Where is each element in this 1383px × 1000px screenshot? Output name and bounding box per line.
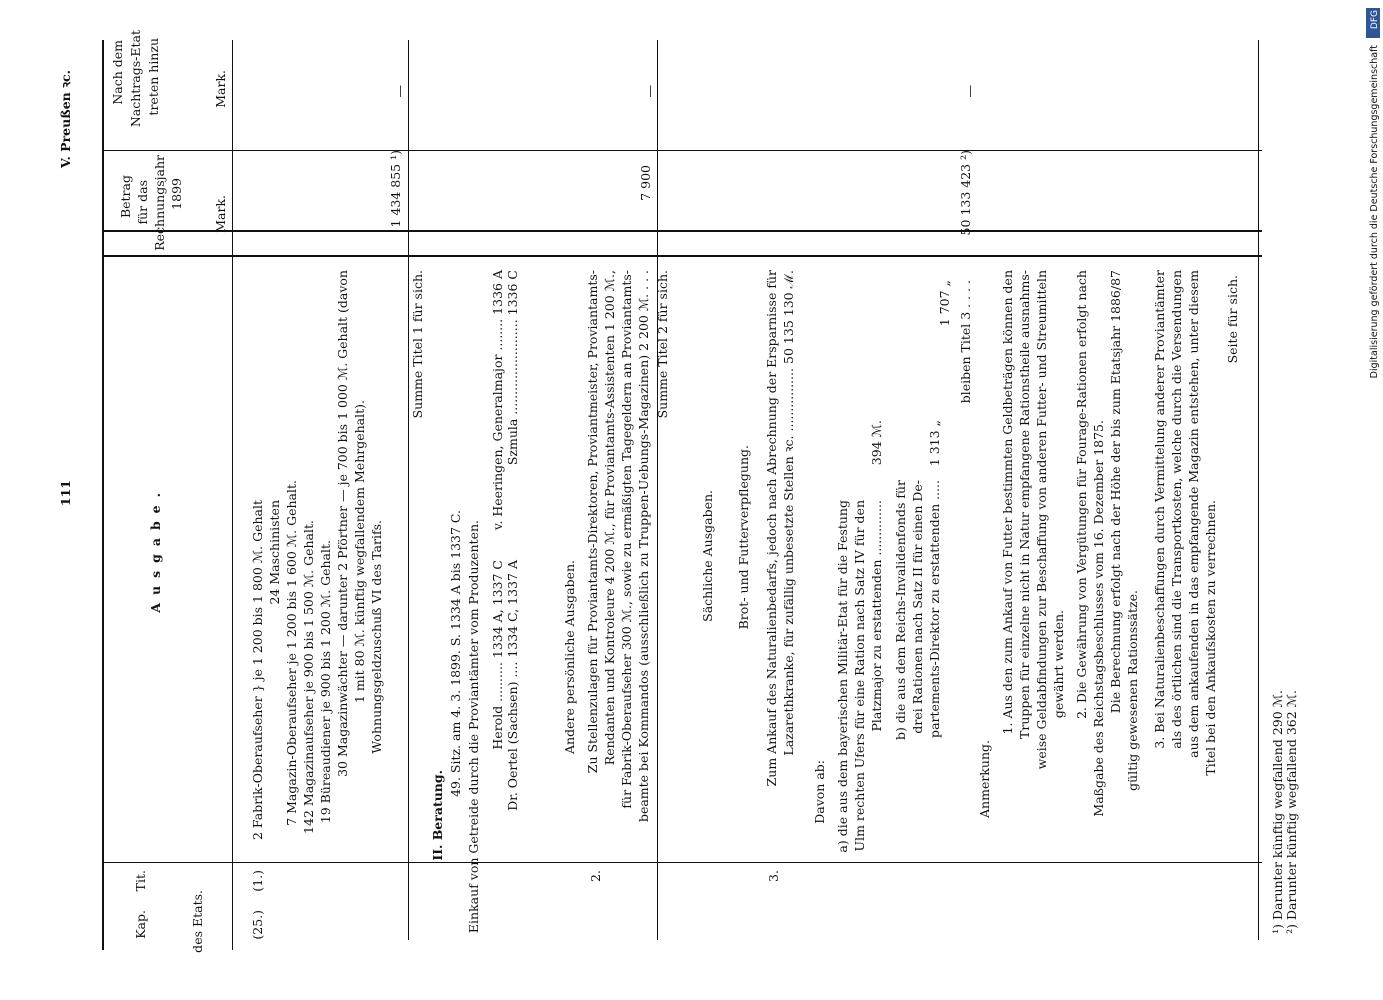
- row1-line-6: 30 Magazinwächter — darunter 2 Pförtner — je 700 bis 1 000 ℳ. Gehalt (davon: [335, 270, 350, 777]
- row3-b-2: drei Rationen nach Satz II für einen De-: [910, 480, 925, 734]
- row3-nachtrag: —: [962, 85, 977, 98]
- row3-note1-3: weise Geldabfindungen zur Beschaffung von anderen Futter- und Streumitteln: [1034, 270, 1049, 770]
- row2-line-4: beamte bei Kommandos (ausschließlich zu Truppen-Uebungs-Magazinen) 2 200 ℳ. . . .: [636, 270, 651, 823]
- row3-heading: Sächliche Ausgaben.: [700, 490, 715, 622]
- row1-line-7: 1 mit 80 ℳ. künftig wegfallendem Mehrgehalt).: [352, 400, 367, 704]
- row2-betrag: 7 900: [638, 165, 653, 201]
- side-label: Digitalisierung gefördert durch die Deutsche Forschungsgemeinschaft: [1369, 45, 1380, 379]
- row1-line-3: 7 Magazin-Oberaufseher je 1 200 bis 1 600 ℳ. Gehalt.: [284, 480, 299, 826]
- row1-speaker-1b: v. Heeringen, Generalmajor ........ 1336 A: [490, 270, 505, 531]
- row3-note2-3: Die Berechnung erfolgt nach der Höhe der bis zum Etatsjahr 1886/87: [1108, 270, 1123, 714]
- row1-line-1: 2 Fabrik-Oberaufseher } je 1 200 bis 1 800 ℳ. Gehalt: [250, 500, 265, 841]
- col-nachtrag: Nach dem: [110, 40, 125, 105]
- row1-line-8: Wohnungsgeldzuschuß VI des Tarifs.: [369, 520, 384, 754]
- row3-line-2: Lazarethkranke, für zufällig unbesetzte Stellen ꝛc. ................ 50 135 130 ℳ.: [781, 270, 796, 756]
- col-betrag-3: Rechnungsjahr: [152, 155, 167, 251]
- rule-h0: [102, 150, 1262, 151]
- row2-line-1: Zu Stellenzulagen für Proviantamts-Direktoren, Proviantmeister, Proviantamts-: [585, 270, 600, 774]
- row3-note2-1: 2. Die Gewährung von Vergütungen für Fourage-Rationen erfolgt nach: [1074, 270, 1089, 719]
- row3-a-4: 394 ℳ.: [869, 420, 884, 466]
- rule-top: [102, 40, 104, 950]
- col-betrag-unit: Mark.: [213, 195, 228, 233]
- row2-line-2: Rendanten und Kontroleure 4 200 ℳ., für Proviantamts-Assistenten 1 200 ℳ.,: [602, 270, 617, 766]
- rule-row2: [657, 40, 658, 940]
- row3-betrag: 50 133 423 ²): [958, 150, 973, 236]
- row3-tit: 3.: [766, 870, 781, 882]
- row3-davon: Davon ab:: [812, 760, 827, 824]
- dfg-logo: [1366, 8, 1380, 38]
- row3-note1-2: Truppen für einzelne nicht in Natur empfangene Rationstheile ausnahms-: [1017, 270, 1032, 739]
- row2-summe: Summe Titel 2 für sich.: [655, 270, 670, 419]
- col-tit: Tit.: [133, 870, 148, 892]
- row1-speaker-2a: Dr. Oertel (Sachsen) .... 1334 C, 1337 A: [505, 560, 520, 811]
- row1-tit: (1.): [250, 870, 265, 892]
- footnote-2: ²) Darunter künftig wegfallend 362 ℳ.: [1284, 690, 1299, 934]
- col-betrag-4: 1899: [169, 178, 184, 210]
- row1-line-2: 24 Maschinisten: [267, 500, 282, 605]
- row3-note1-4: gewährt werden.: [1051, 610, 1066, 719]
- row3-note2-4: gültig gewesenen Rationssätze.: [1125, 590, 1140, 791]
- page-number: 111: [58, 480, 73, 507]
- col-nachtrag-3: treten hinzu: [146, 38, 161, 116]
- row3-line-1: Zum Ankauf des Naturalienbedarfs, jedoch nach Abrechnung der Ersparnisse für: [764, 270, 779, 787]
- row3-sub: Brot- und Futterverpflegung.: [736, 445, 751, 630]
- row3-anmerkung: Anmerkung.: [977, 740, 992, 818]
- row3-note3-3: aus dem ankaufenden in das empfangende Magazin entstehen, unter diesem: [1186, 270, 1201, 758]
- row1-einkauf: Einkauf von Getreide durch die Proviantämter vom Produzenten.: [466, 520, 481, 934]
- row3-a-1: a) die aus dem bayerischen Militär-Etat für die Festung: [835, 500, 850, 853]
- col-betrag-2: für das: [135, 180, 150, 225]
- col-kap: Kap.: [133, 910, 148, 939]
- rule-row3: [1258, 40, 1259, 940]
- rule-tit: [102, 862, 1262, 863]
- col-betrag-1: Betrag: [118, 175, 133, 219]
- rule-h1: [102, 230, 1262, 232]
- row3-note3-2: als des örtlichen sind die Transportkosten, welche durch die Versendungen: [1169, 270, 1184, 749]
- row1-kap: (25.): [250, 910, 265, 940]
- row1-betrag: 1 434 855 ¹): [388, 150, 403, 228]
- row3-bleiben: bleiben Titel 3 . . . .: [958, 280, 973, 404]
- row1-nachtrag: —: [392, 85, 407, 98]
- row3-note3-1: 3. Bei Naturalienbeschaffungen durch Vermittelung anderer Proviantämter: [1152, 270, 1167, 749]
- row3-b-4: 1 313 „: [927, 420, 942, 467]
- row3-b-3: partements-Direktor zu erstattenden .....: [927, 480, 942, 738]
- title-ausgabe: Ausgabe.: [148, 485, 163, 613]
- row3-note3-4: Titel bei den Ankaufskosten zu verrechnen.: [1203, 500, 1218, 776]
- row2-heading: Andere persönliche Ausgaben.: [562, 560, 577, 754]
- row1-sitzung: 49. Sitz. am 4. 3. 1899. S. 1334 A bis 1337 C.: [448, 510, 463, 797]
- col-nachtrag-unit: Mark.: [213, 70, 228, 108]
- row3-a-2: Ulm rechten Ufers für eine Ration nach Satz IV für den: [852, 500, 867, 852]
- state-heading: V. Preußen ꝛc.: [58, 70, 73, 169]
- row1-summe: Summe Titel 1 für sich.: [410, 270, 425, 419]
- row3-b-5: 1 707 „: [937, 280, 952, 327]
- col-des-etats: des Etats.: [190, 890, 205, 953]
- row1-line-4: 142 Magazinaufseher je 900 bis 1 500 ℳ. Gehalt.: [301, 520, 316, 834]
- footnote-1: ¹) Darunter künftig wegfallend 290 ℳ.: [1270, 690, 1285, 934]
- row2-line-3: für Fabrik-Oberaufseher 300 ℳ., sowie zu ermäßigten Tagegeldern an Proviantamts-: [619, 270, 634, 809]
- rule-h2: [102, 255, 1262, 257]
- row2-tit: 2.: [588, 870, 603, 882]
- col-nachtrag-2: Nachtrags-Etat: [128, 30, 143, 128]
- row2-nachtrag: —: [642, 85, 657, 98]
- rule-kap: [232, 40, 233, 950]
- row3-b-1: b) die aus dem Reichs-Invalidenfonds für: [893, 480, 908, 741]
- row1-line-5: 19 Büreaudiener je 900 bis 1 200 ℳ. Gehalt.: [318, 540, 333, 824]
- row1-beratung: II. Beratung.: [430, 770, 445, 861]
- dfg-logo-text: DFG: [1370, 10, 1380, 30]
- row1-speaker-1a: Herold .......... 1334 A, 1337 C: [490, 560, 505, 750]
- row3-a-3: Platzmajor zu erstattenden ..............: [869, 500, 884, 732]
- rule-row1: [408, 40, 409, 940]
- row3-summe: Seite für sich.: [1225, 275, 1240, 364]
- row3-note2-2: Maßgabe des Reichstagsbeschlusses vom 16. Dezember 1875.: [1091, 420, 1106, 817]
- row1-speaker-2b: Szmula ........................ 1336 C: [505, 270, 520, 466]
- row3-note1-1: 1. Aus den zum Ankauf von Futter bestimmten Geldbeträgen können den: [1000, 270, 1015, 735]
